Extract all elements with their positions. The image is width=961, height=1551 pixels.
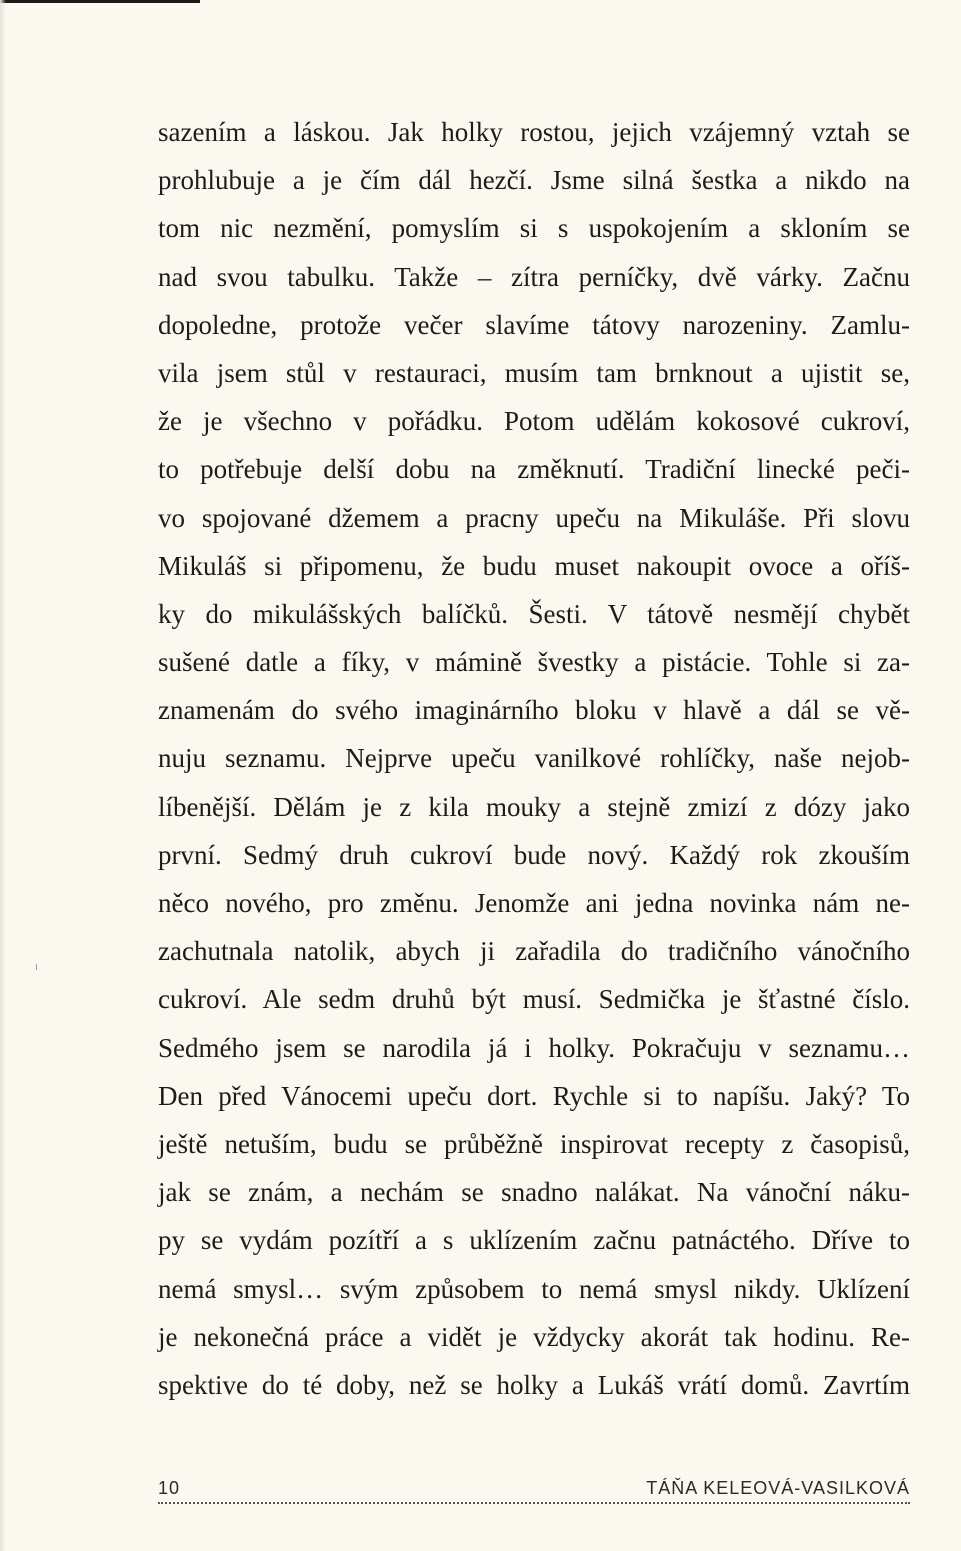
text-line: sušené datle a fíky, v mámině švestky a pistácie. Tohle si za-: [158, 647, 910, 678]
text-line: spektive do té doby, než se holky a Lukáš vrátí domů. Zavrtím: [158, 1369, 910, 1400]
text-line: cukroví. Ale sedm druhů být musí. Sedmička je šťastné číslo.: [158, 984, 910, 1015]
body-text: [158, 108, 910, 1409]
text-line: jak se znám, a nechám se snadno nalákat. Na vánoční náku-: [158, 1177, 910, 1208]
text-line: sazením a láskou. Jak holky rostou, jejich vzájemný vztah se: [158, 117, 910, 147]
text-line: to potřebuje delší dobu na změknutí. Tradiční linecké peči-: [158, 454, 910, 485]
text-line: něco nového, pro změnu. Jenomže ani jedna novinka nám ne-: [158, 888, 910, 918]
text-line: nuju seznamu. Nejprve upeču vanilkové rohlíčky, naše nejob-: [158, 743, 910, 774]
text-line: Den před Vánocemi upeču dort. Rychle si to napíšu. Jaký? To: [158, 1080, 910, 1111]
text-line: prohlubuje a je čím dál hezčí. Jsme silná šestka a nikdo na: [158, 165, 910, 196]
scan-edge: [0, 0, 200, 3]
text-line: zachutnala natolik, abych ji zařadila do tradičního vánočního: [158, 936, 910, 967]
text-line: Sedmého jsem se narodila já i holky. Pokračuju v seznamu…: [158, 1032, 910, 1063]
text-line: je nekonečná práce a vidět je vždycky akorát tak hodinu. Re-: [158, 1321, 910, 1352]
text-line: vila jsem stůl v restauraci, musím tam brnknout a ujistit se,: [158, 357, 910, 388]
text-line: Mikuláš si připomenu, že budu muset nakoupit ovoce a oříš-: [158, 550, 910, 581]
text-line: že je všechno v pořádku. Potom udělám kokosové cukroví,: [158, 406, 910, 437]
page-gutter-shadow: [0, 0, 6, 1551]
text-line: ještě netuším, budu se průběžně inspirovat recepty z časopisů,: [158, 1128, 910, 1159]
text-line: vo spojované džemem a pracny upeču na Mikuláše. Při slovu: [158, 502, 910, 533]
running-footer-author: TÁŇA KELEOVÁ-VASILKOVÁ: [646, 1478, 910, 1498]
page-number: 10: [158, 1478, 181, 1498]
margin-mark: [36, 964, 37, 970]
footer-dotted-rule: [158, 1502, 910, 1504]
text-line: py se vydám pozítří a s uklízením začnu patnáctého. Dříve to: [158, 1225, 910, 1256]
text-line: znamenám do svého imaginárního bloku v hlavě a dál se vě-: [158, 695, 910, 726]
text-line: tom nic nezmění, pomyslím si s uspokojením a skloním se: [158, 213, 910, 244]
text-line: nad svou tabulku. Takže – zítra perníčky, dvě várky. Začnu: [158, 261, 910, 292]
page-footer: [158, 1478, 910, 1508]
text-line: ky do mikulášských balíčků. Šesti. V tátově nesmějí chybět: [158, 598, 910, 629]
text-line: nemá smysl… svým způsobem to nemá smysl nikdy. Uklízení: [158, 1273, 910, 1304]
text-line: dopoledne, protože večer slavíme tátovy narozeniny. Zamlu-: [158, 309, 910, 340]
text-line: první. Sedmý druh cukroví bude nový. Každý rok zkouším: [158, 839, 910, 870]
text-line: líbenější. Dělám je z kila mouky a stejně zmizí z dózy jako: [158, 791, 910, 822]
